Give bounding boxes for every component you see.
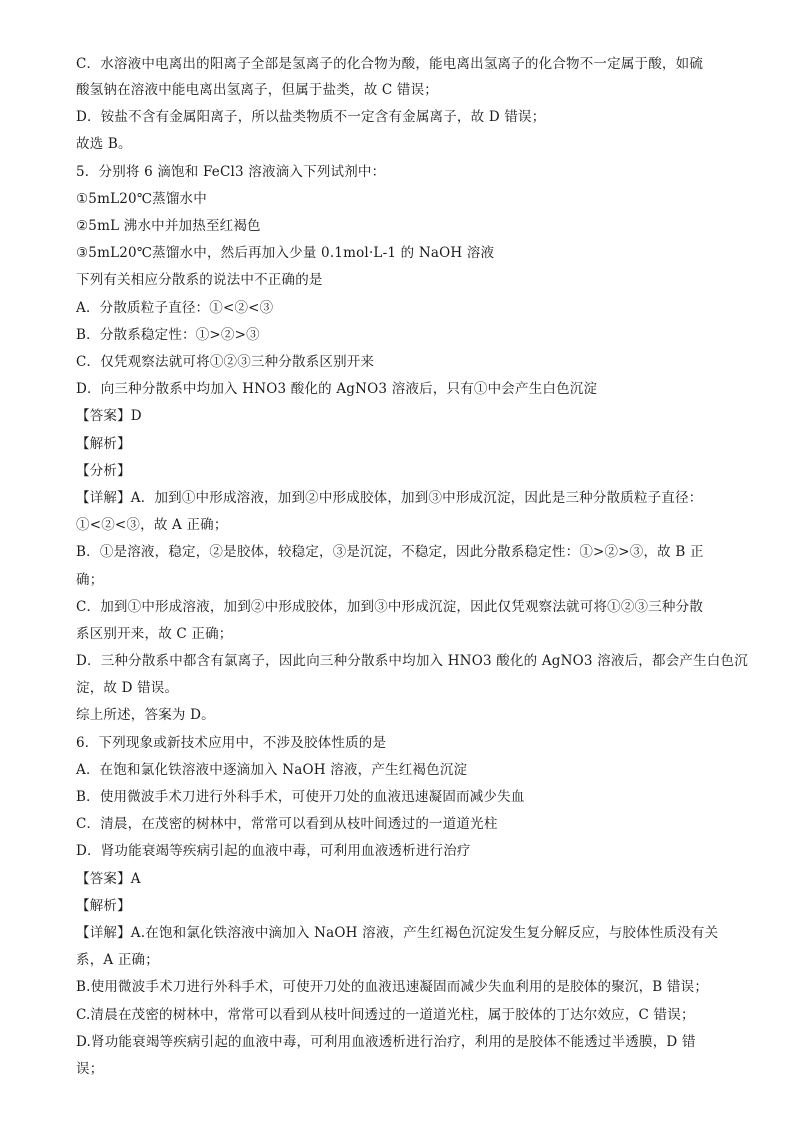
option-a: A．在饱和氯化铁溶液中逐滴加入 NaOH 溶液，产生红褐色沉淀 xyxy=(76,762,468,778)
text-line: ①5mL20℃蒸馏水中 xyxy=(76,191,207,207)
text-line: 故选 B。 xyxy=(76,136,132,152)
text-line: ①<②<③，故 A 正确； xyxy=(76,517,228,533)
text-line: B．①是溶液，稳定，②是胶体，较稳定，③是沉淀，不稳定，因此分散系稳定性：①>②>③，故 B 正 xyxy=(76,544,704,560)
option-b: B．使用微波手术刀进行外科手术，可使开刀处的血液迅速凝固而减少失血 xyxy=(76,789,525,805)
answer-label: 【答案】A xyxy=(76,871,141,887)
option-d: D．向三种分散系中均加入 HNO3 酸化的 AgNO3 溶液后，只有①中会产生白色沉淀 xyxy=(76,381,598,397)
question-stem: 6．下列现象或新技术应用中，不涉及胶体性质的是 xyxy=(76,735,387,751)
analysis-subheading: 【分析】 xyxy=(76,463,131,479)
text-line: B.使用微波手术刀进行外科手术，可使开刀处的血液迅速凝固而减少失血利用的是胶体的聚沉，B 错误； xyxy=(76,979,709,995)
option-c: C．清晨，在茂密的树林中，常常可以看到从枝叶间透过的一道道光柱 xyxy=(76,816,498,832)
option-d: D．肾功能衰竭等疾病引起的血液中毒，可利用血液透析进行治疗 xyxy=(76,843,471,859)
text-line: 【详解】A．加到①中形成溶液，加到②中形成胶体，加到③中形成沉淀，因此是三种分散质粒子直径： xyxy=(76,490,703,506)
option-a: A．分散质粒子直径：①<②<③ xyxy=(76,300,274,316)
analysis-label: 【解析】 xyxy=(76,898,131,914)
question-stem: 5．分别将 6 滴饱和 FeCl3 溶液滴入下列试剂中： xyxy=(76,164,386,180)
text-line: 误； xyxy=(76,1061,104,1077)
text-line: ③5mL20℃蒸馏水中，然后再加入少量 0.1mol·L-1 的 NaOH 溶液 xyxy=(76,245,495,261)
text-line: 系，A 正确； xyxy=(76,952,159,968)
text-line: 确； xyxy=(76,572,104,588)
text-line: 综上所述，答案为 D。 xyxy=(76,707,215,723)
text-line: 【详解】A.在饱和氯化铁溶液中滴加入 NaOH 溶液，产生红褐色沉淀发生复分解反应，与胶体性质没有关 xyxy=(76,925,719,941)
text-line: D．铵盐不含有金属阳离子，所以盐类物质不一定含有金属离子，故 D 错误； xyxy=(76,109,546,125)
text-line: D.肾功能衰竭等疾病引起的血液中毒，可利用血液透析进行治疗，利用的是胶体不能透过半透膜，D 错 xyxy=(76,1034,696,1050)
text-line: C．加到①中形成溶液，加到②中形成胶体，加到③中形成沉淀，因此仅凭观察法就可将①②③三种分散 xyxy=(76,599,704,615)
text-line: C．水溶液中电离出的阳离子全部是氢离子的化合物为酸，能电离出氢离子的化合物不一定属于酸，如硫 xyxy=(76,56,704,72)
text-line: 淀，故 D 错误。 xyxy=(76,680,179,696)
text-line: C.清晨在茂密的树林中，常常可以看到从枝叶间透过的一道道光柱，属于胶体的丁达尔效应，C 错误； xyxy=(76,1007,695,1023)
option-b: B．分散系稳定性：①>②>③ xyxy=(76,327,260,343)
text-line: 下列有关相应分散系的说法中不正确的是 xyxy=(76,272,323,288)
text-line: ②5mL 沸水中并加热至红褐色 xyxy=(76,218,261,234)
analysis-label: 【解析】 xyxy=(76,436,131,452)
answer-label: 【答案】D xyxy=(76,408,142,424)
text-line: D．三种分散系中都含有氯离子，因此向三种分散系中均加入 HNO3 酸化的 AgNO3 溶液后，都会产生白色沉 xyxy=(76,653,748,669)
text-line: 酸氢钠在溶液中能电离出氢离子，但属于盐类，故 C 错误； xyxy=(76,82,439,98)
option-c: C．仅凭观察法就可将①②③三种分散系区别开来 xyxy=(76,354,375,370)
text-line: 系区别开来，故 C 正确； xyxy=(76,626,233,642)
